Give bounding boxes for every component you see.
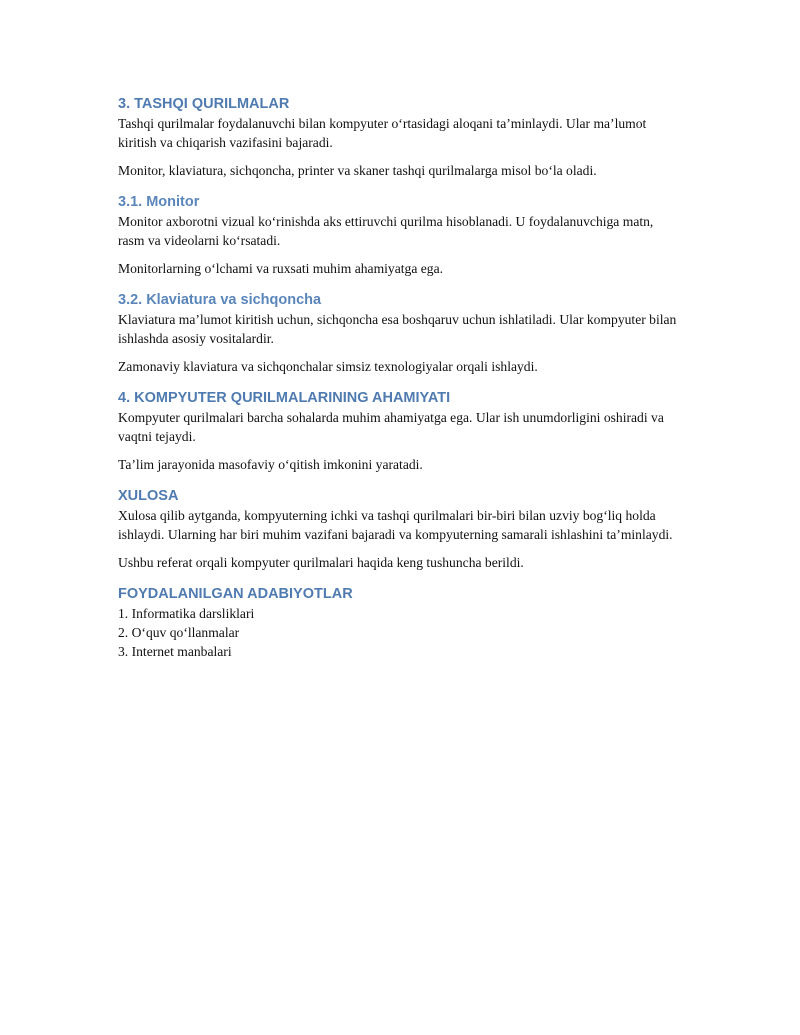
section-heading: 3. TASHQI QURILMALAR (118, 96, 290, 112)
reference-item: 3. Internet manbalari (118, 644, 232, 659)
subsection-heading: 3.1. Monitor (118, 194, 200, 210)
paragraph: Monitor axborotni vizual ko‘rinishda aks ettiruvchi qurilma hisoblanadi. U foydalanuvchiga matn, rasm va videolarni ko‘rsatadi. (118, 214, 654, 248)
references-heading: FOYDALANILGAN ADABIYOTLAR (118, 586, 353, 602)
paragraph: Monitor, klaviatura, sichqoncha, printer va skaner tashqi qurilmalarga misol bo‘la oladi. (118, 163, 597, 178)
paragraph: Ta’lim jarayonida masofaviy o‘qitish imkonini yaratadi. (118, 457, 423, 472)
paragraph: Xulosa qilib aytganda, kompyuterning ichki va tashqi qurilmalari bir-biri bilan uzviy bog‘liq holda ishlaydi. Ularning har biri muhim vazifani bajaradi va kompyuterning samarali ishlashini ta’minlaydi. (118, 508, 673, 542)
paragraph: Zamonaviy klaviatura va sichqonchalar simsiz texnologiyalar orqali ishlaydi. (118, 359, 538, 374)
document-page (118, 94, 678, 661)
subsection-heading: 3.2. Klaviatura va sichqoncha (118, 292, 322, 308)
paragraph: Kompyuter qurilmalari barcha sohalarda muhim ahamiyatga ega. Ular ish unumdorligini oshiradi va vaqtni tejaydi. (118, 410, 664, 444)
paragraph: Monitorlarning o‘lchami va ruxsati muhim ahamiyatga ega. (118, 261, 444, 276)
paragraph: Tashqi qurilmalar foydalanuvchi bilan kompyuter o‘rtasidagi aloqani ta’minlaydi. Ular ma’lumot kiritish va chiqarish vazifasini bajaradi. (118, 116, 647, 150)
paragraph: Klaviatura ma’lumot kiritish uchun, sichqoncha esa boshqaruv uchun ishlatiladi. Ular kompyuter bilan ishlashda asosiy vositalardir. (118, 312, 677, 346)
reference-item: 2. O‘quv qo‘llanmalar (118, 625, 240, 640)
conclusion-heading: XULOSA (118, 488, 179, 504)
reference-item: 1. Informatika darsliklari (118, 606, 255, 621)
section-heading: 4. KOMPYUTER QURILMALARINING AHAMIYATI (118, 390, 451, 406)
paragraph: Ushbu referat orqali kompyuter qurilmalari haqida keng tushuncha berildi. (118, 555, 524, 570)
